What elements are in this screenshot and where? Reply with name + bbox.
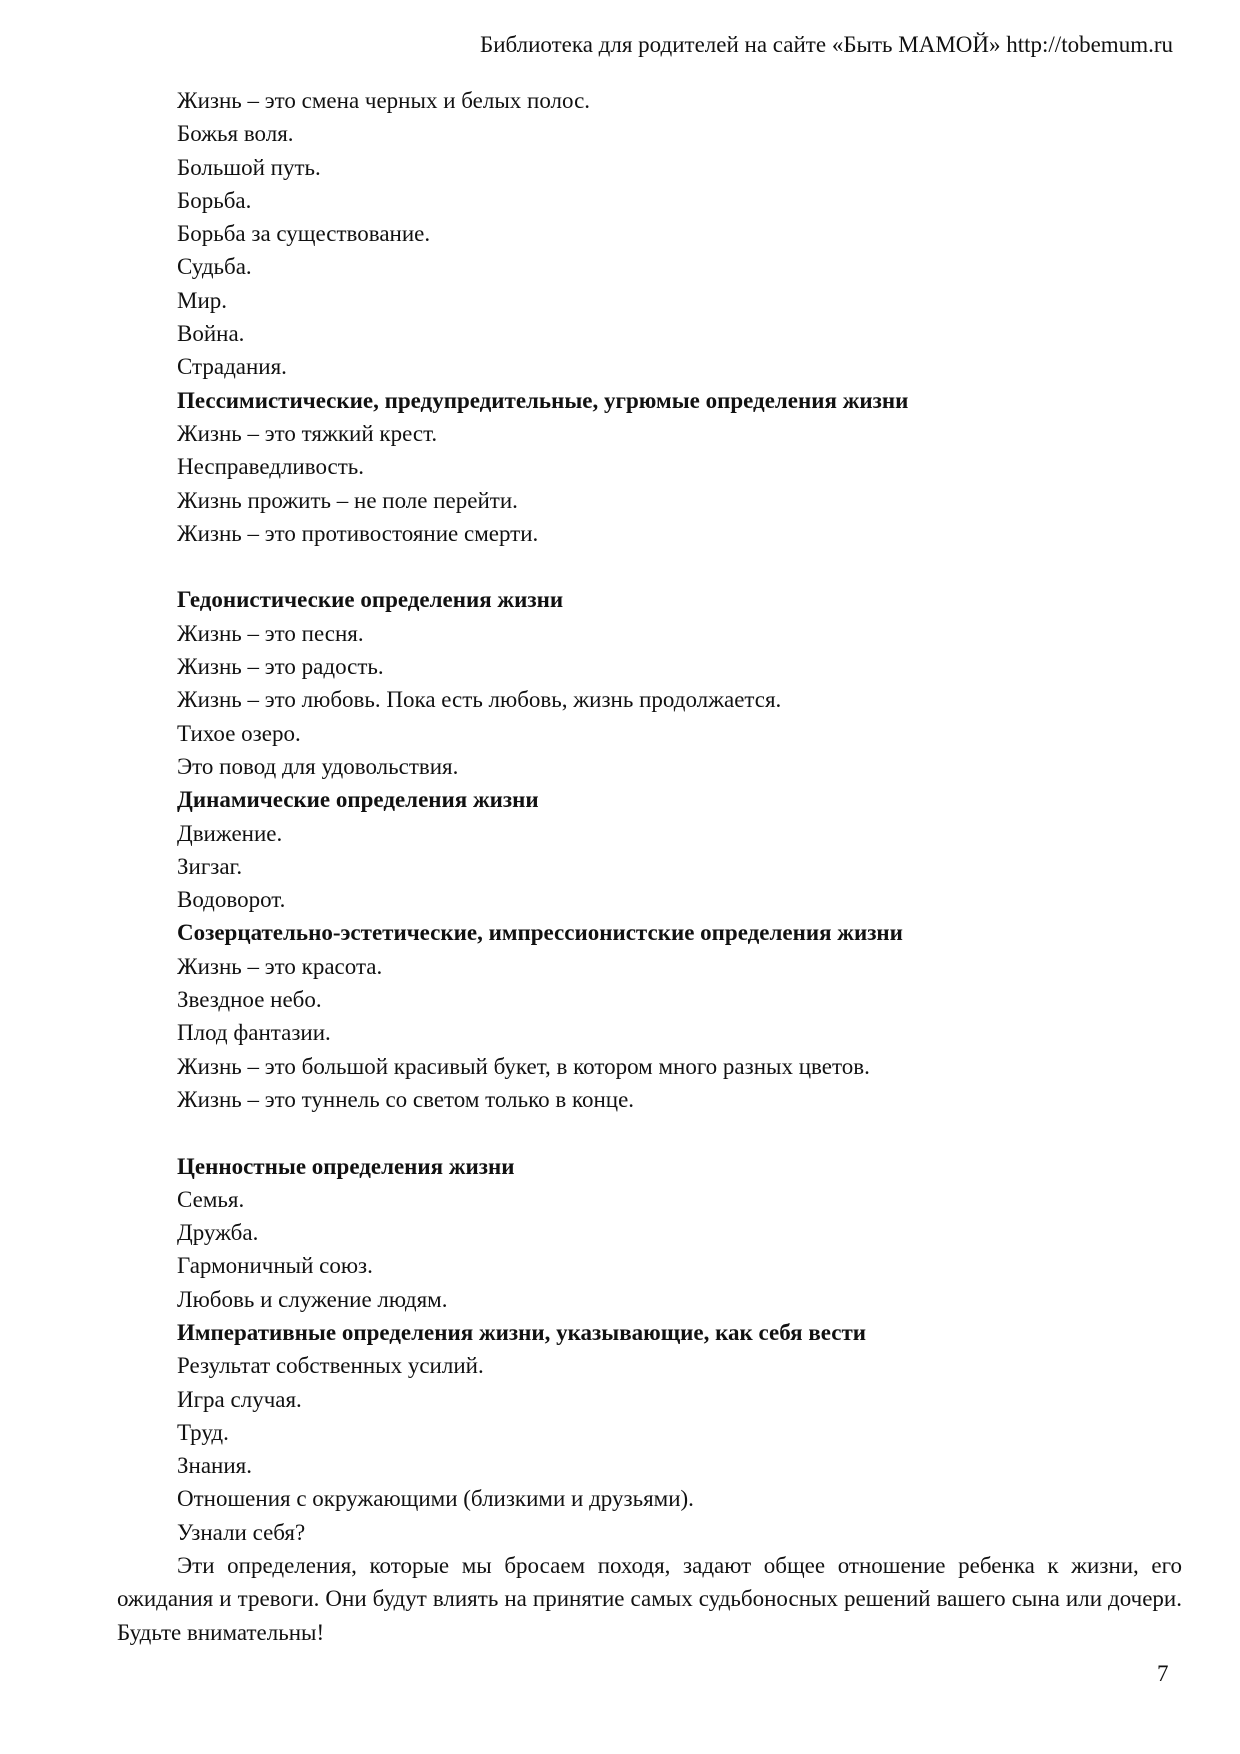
list-item: Несправедливость. bbox=[177, 454, 365, 480]
section-heading-imperative: Императивные определения жизни, указывающие, как себя вести bbox=[177, 1319, 867, 1345]
list-item: Жизнь – это песня. bbox=[177, 620, 364, 646]
list-item: Труд. bbox=[177, 1419, 229, 1445]
list-item: Страдания. bbox=[177, 354, 287, 380]
list-item: Борьба. bbox=[177, 187, 252, 213]
list-item: Движение. bbox=[177, 820, 283, 846]
list-item: Война. bbox=[177, 321, 245, 347]
list-item: Любовь и служение людям. bbox=[177, 1286, 448, 1312]
section-heading-dynamic: Динамические определения жизни bbox=[177, 787, 539, 813]
page-header: Библиотека для родителей на сайте «Быть МАМОЙ» http://tobemum.ru bbox=[480, 32, 1173, 57]
list-item: Отношения с окружающими (близкими и друзьями). bbox=[177, 1486, 694, 1512]
section-heading-value: Ценностные определения жизни bbox=[177, 1153, 515, 1179]
list-item: Божья воля. bbox=[177, 121, 294, 147]
list-item: Жизнь – это смена черных и белых полос. bbox=[177, 88, 591, 113]
list-item: Жизнь прожить – не поле перейти. bbox=[177, 487, 518, 513]
list-item: Жизнь – это туннель со светом только в конце. bbox=[177, 1086, 635, 1112]
list-item: Жизнь – это большой красивый букет, в котором много разных цветов. bbox=[177, 1053, 870, 1079]
blank-line bbox=[117, 1116, 1182, 1149]
list-item: Плод фантазии. bbox=[177, 1020, 331, 1046]
list-item: Игра случая. bbox=[177, 1386, 302, 1412]
list-item: Борьба за существование. bbox=[177, 221, 431, 247]
list-item: Гармоничный союз. bbox=[177, 1253, 373, 1279]
list-item: Дружба. bbox=[177, 1220, 259, 1246]
list-item: Жизнь – это радость. bbox=[177, 654, 384, 680]
list-item: Семья. bbox=[177, 1186, 245, 1212]
section-heading-contemplative: Созерцательно-эстетические, импрессионистские определения жизни bbox=[177, 920, 903, 946]
list-item: Жизнь – это тяжкий крест. bbox=[177, 420, 438, 446]
document-body bbox=[117, 84, 1182, 1649]
list-item: Судьба. bbox=[177, 254, 252, 280]
list-item: Зигзаг. bbox=[177, 853, 243, 879]
list-item: Жизнь – это противостояние смерти. bbox=[177, 520, 539, 546]
blank-line bbox=[117, 550, 1182, 583]
list-item: Водоворот. bbox=[177, 887, 286, 913]
list-item: Знания. bbox=[177, 1453, 252, 1479]
list-item: Результат собственных усилий. bbox=[177, 1353, 484, 1379]
list-item: Звездное небо. bbox=[177, 987, 322, 1013]
section-heading-pessimistic: Пессимистические, предупредительные, угрюмые определения жизни bbox=[177, 387, 909, 413]
page-number: 7 bbox=[1157, 1661, 1169, 1686]
list-item: Мир. bbox=[177, 287, 228, 313]
list-item: Это повод для удовольствия. bbox=[177, 753, 459, 779]
section-heading-hedonistic: Гедонистические определения жизни bbox=[177, 587, 564, 613]
list-item: Большой путь. bbox=[177, 154, 321, 180]
list-item: Жизнь – это красота. bbox=[177, 953, 383, 979]
list-item: Тихое озеро. bbox=[177, 720, 301, 746]
list-item: Узнали себя? bbox=[177, 1519, 306, 1545]
closing-paragraph: Эти определения, которые мы бросаем походя, задают общее отношение ребенка к жизни, его ожидания и тревоги. Они будут влиять на принятие самых судьбоносных решений вашего сына или дочери. Будьте внимательны! bbox=[117, 1553, 1182, 1645]
list-item: Жизнь – это любовь. Пока есть любовь, жизнь продолжается. bbox=[177, 687, 782, 713]
